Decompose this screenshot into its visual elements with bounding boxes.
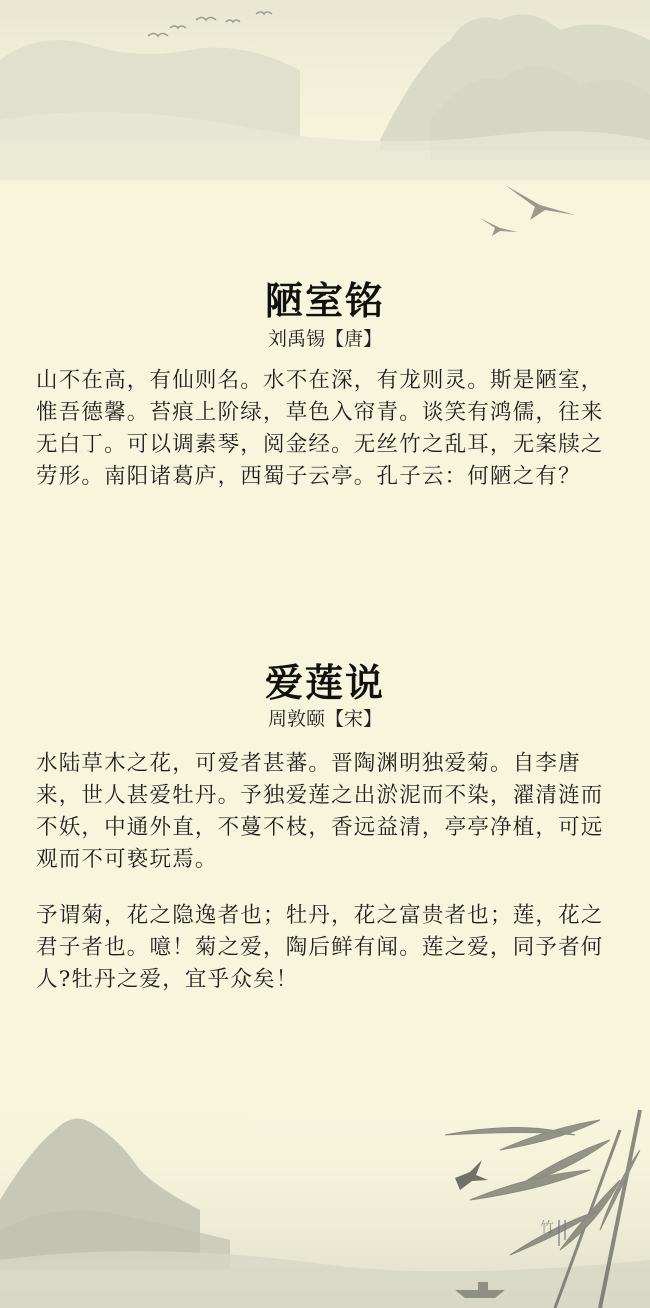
poem-paragraph: 予谓菊，花之隐逸者也；牡丹，花之富贵者也；莲，花之君子者也。噫！菊之爱，陶后鲜有闻。莲之爱，同予者何人?牡丹之爱，宜乎众矣！ xyxy=(36,903,604,992)
poem-author: 刘禹锡【唐】 xyxy=(267,328,382,350)
poem-author: 周敦颐【宋】 xyxy=(267,708,382,730)
svg-text:竹: 竹 xyxy=(540,1220,554,1236)
poem-title: 爱莲说 xyxy=(264,660,385,705)
poem-text: 山不在高，有仙则名。水不在深，有龙则灵。斯是陋室，惟吾德馨。苔痕上阶绿，草色入帘青。谈笑有鸿儒，往来无白丁。可以调素琴，阅金经。无丝竹之乱耳，无案牍之劳形。南阳诸葛庐，西蜀子云亭。孔子云：何陋之有？ xyxy=(36,368,604,489)
poem-paragraph: 水陆草木之花，可爱者甚蕃。晋陶渊明独爱菊。自李唐来，世人甚爱牡丹。予独爱莲之出淤泥而不染，濯清涟而不妖，中通外直，不蔓不枝，香远益清，亭亭净植，可远观而不可亵玩焉。 xyxy=(36,751,604,872)
poem-title: 陋室铭 xyxy=(264,278,385,323)
